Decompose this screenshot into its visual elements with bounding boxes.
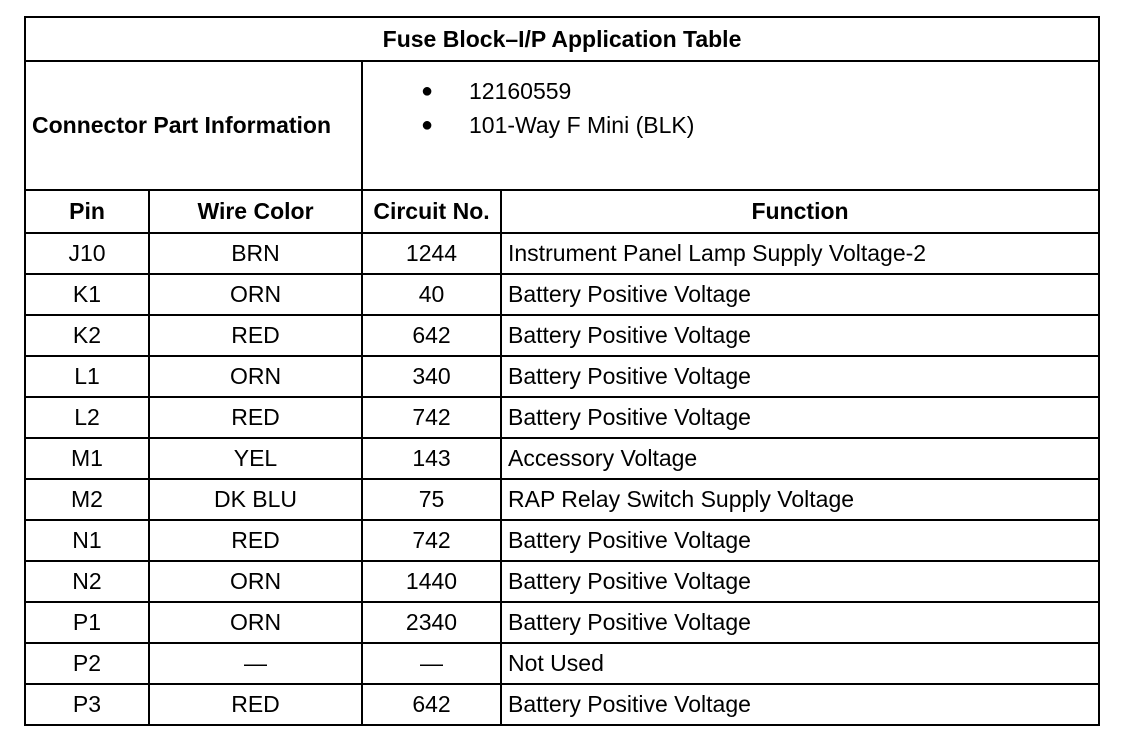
wire-color-cell: ORN bbox=[149, 602, 362, 643]
circuit-cell: — bbox=[362, 643, 501, 684]
circuit-cell: 75 bbox=[362, 479, 501, 520]
pin-cell: P1 bbox=[25, 602, 149, 643]
header-circuit-no: Circuit No. bbox=[362, 190, 501, 233]
pin-cell: J10 bbox=[25, 233, 149, 274]
wire-color-cell: — bbox=[149, 643, 362, 684]
function-cell: RAP Relay Switch Supply Voltage bbox=[501, 479, 1099, 520]
pin-cell: M2 bbox=[25, 479, 149, 520]
table-row bbox=[25, 397, 1099, 438]
wire-color-cell: RED bbox=[149, 684, 362, 725]
pin-cell: K2 bbox=[25, 315, 149, 356]
pin-cell: M1 bbox=[25, 438, 149, 479]
column-header-row bbox=[25, 190, 1099, 233]
table-title: Fuse Block–I/P Application Table bbox=[25, 17, 1099, 61]
wire-color-cell: YEL bbox=[149, 438, 362, 479]
connector-part-list bbox=[362, 61, 1099, 190]
pin-cell: L2 bbox=[25, 397, 149, 438]
connector-info-item bbox=[421, 108, 1098, 142]
circuit-cell: 143 bbox=[362, 438, 501, 479]
table-row bbox=[25, 602, 1099, 643]
header-pin: Pin bbox=[25, 190, 149, 233]
table-row bbox=[25, 438, 1099, 479]
pin-cell: N2 bbox=[25, 561, 149, 602]
connector-info-item bbox=[421, 74, 1098, 108]
wire-color-cell: RED bbox=[149, 315, 362, 356]
bullet-icon: ● bbox=[421, 114, 434, 136]
wire-color-cell: DK BLU bbox=[149, 479, 362, 520]
pin-cell: L1 bbox=[25, 356, 149, 397]
bullet-icon: ● bbox=[421, 80, 434, 102]
circuit-cell: 2340 bbox=[362, 602, 501, 643]
wire-color-cell: RED bbox=[149, 520, 362, 561]
circuit-cell: 40 bbox=[362, 274, 501, 315]
circuit-cell: 642 bbox=[362, 684, 501, 725]
circuit-cell: 742 bbox=[362, 397, 501, 438]
function-cell: Instrument Panel Lamp Supply Voltage-2 bbox=[501, 233, 1099, 274]
wire-color-cell: ORN bbox=[149, 356, 362, 397]
function-cell: Battery Positive Voltage bbox=[501, 602, 1099, 643]
wire-color-cell: ORN bbox=[149, 274, 362, 315]
title-row bbox=[25, 17, 1099, 61]
connector-part-label: Connector Part Information bbox=[25, 61, 362, 190]
table-row bbox=[25, 561, 1099, 602]
pin-cell: K1 bbox=[25, 274, 149, 315]
function-cell: Battery Positive Voltage bbox=[501, 397, 1099, 438]
connector-info-row bbox=[25, 61, 1099, 190]
circuit-cell: 340 bbox=[362, 356, 501, 397]
function-cell: Battery Positive Voltage bbox=[501, 561, 1099, 602]
wire-color-cell: BRN bbox=[149, 233, 362, 274]
function-cell: Battery Positive Voltage bbox=[501, 684, 1099, 725]
circuit-cell: 642 bbox=[362, 315, 501, 356]
circuit-cell: 742 bbox=[362, 520, 501, 561]
function-cell: Battery Positive Voltage bbox=[501, 274, 1099, 315]
table-row bbox=[25, 356, 1099, 397]
table-row bbox=[25, 274, 1099, 315]
function-cell: Battery Positive Voltage bbox=[501, 356, 1099, 397]
function-cell: Battery Positive Voltage bbox=[501, 315, 1099, 356]
function-cell: Accessory Voltage bbox=[501, 438, 1099, 479]
table-row bbox=[25, 643, 1099, 684]
fuse-block-application-table bbox=[24, 16, 1100, 726]
pin-cell: P2 bbox=[25, 643, 149, 684]
table-row bbox=[25, 684, 1099, 725]
wire-color-cell: RED bbox=[149, 397, 362, 438]
header-function: Function bbox=[501, 190, 1099, 233]
pin-cell: P3 bbox=[25, 684, 149, 725]
table-row bbox=[25, 233, 1099, 274]
circuit-cell: 1440 bbox=[362, 561, 501, 602]
connector-part-number: 12160559 bbox=[469, 77, 572, 104]
connector-description: 101-Way F Mini (BLK) bbox=[469, 111, 695, 138]
table-row bbox=[25, 315, 1099, 356]
table-row bbox=[25, 520, 1099, 561]
function-cell: Not Used bbox=[501, 643, 1099, 684]
pin-cell: N1 bbox=[25, 520, 149, 561]
circuit-cell: 1244 bbox=[362, 233, 501, 274]
function-cell: Battery Positive Voltage bbox=[501, 520, 1099, 561]
table-row bbox=[25, 479, 1099, 520]
header-wire-color: Wire Color bbox=[149, 190, 362, 233]
wire-color-cell: ORN bbox=[149, 561, 362, 602]
